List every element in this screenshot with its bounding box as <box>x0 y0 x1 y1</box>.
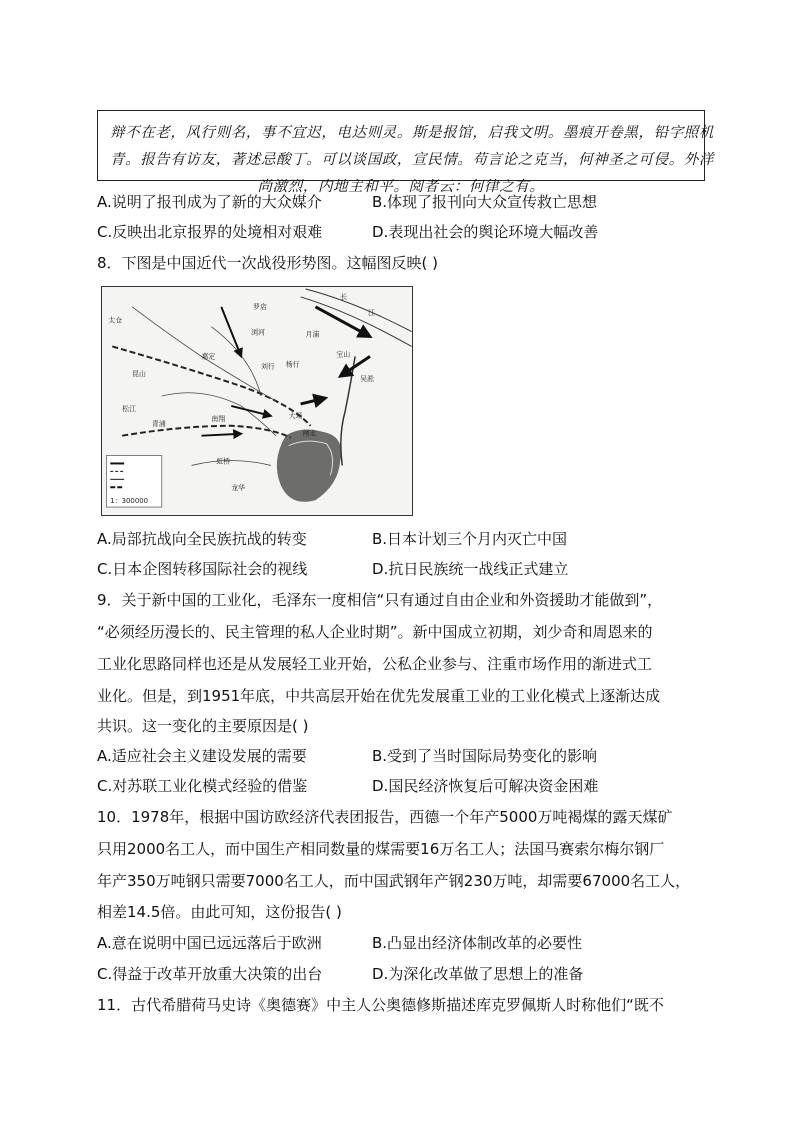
map-label: 龙华 <box>231 484 246 493</box>
quote-box <box>97 110 714 195</box>
q9-option-d[interactable]: D.国民经济恢复后可解决资金困难 <box>372 777 599 795</box>
q9-stem-line: 共识。这一变化的主要原因是( ) <box>97 717 309 735</box>
battle-map <box>101 286 413 516</box>
q9-stem-line: 业化。但是，到1951年底，中共高层开始在优先发展重工业的工业化模式上逐渐达成 <box>97 687 661 705</box>
road <box>192 460 271 465</box>
map-label: 虹桥 <box>216 457 231 466</box>
map-label: 浏河 <box>251 328 265 337</box>
q10-option-d[interactable]: D.为深化改革做了思想上的准备 <box>372 965 584 983</box>
q7-option-b[interactable]: B.体现了报刊向大众宣传救亡思想 <box>372 193 598 211</box>
map-label: 江 <box>368 308 375 317</box>
q10-option-b[interactable]: B.凸显出经济体制改革的必要性 <box>372 934 583 952</box>
map-label: 昆山 <box>132 370 146 379</box>
q11-stem-line: 11．古代希腊荷马史诗《奥德赛》中主人公奥德修斯描述库克罗佩斯人时称他们“既不 <box>97 996 664 1014</box>
q10-option-c[interactable]: C.得益于改革开放重大决策的出台 <box>97 965 323 983</box>
battle-map-svg <box>102 287 412 515</box>
map-label: 青浦 <box>151 419 166 428</box>
attack-arrow <box>231 406 271 416</box>
map-label: 月浦 <box>305 330 320 339</box>
attack-arrow <box>315 307 370 337</box>
q10-option-a[interactable]: A.意在说明中国已远远落后于欧洲 <box>97 934 322 952</box>
q9-option-b[interactable]: B.受到了当时国际局势变化的影响 <box>372 747 598 765</box>
quote-line: 青。报告有访友，著述忌酸丁。可以谈国政，宣民情。苟言论之克当，何神圣之可侵。外洋 <box>110 152 714 168</box>
road <box>211 327 261 396</box>
map-label: 松江 <box>122 404 137 413</box>
map-label: 太仓 <box>108 316 123 325</box>
q8-option-b[interactable]: B.日本计划三个月内灭亡中国 <box>372 530 568 548</box>
map-label: 嘉定 <box>201 352 216 361</box>
map-label: 闸北 <box>302 429 317 438</box>
q9-stem-line: 工业化思路同样也还是从发展轻工业开始，公私企业参与、注重市场作用的渐进式工 <box>97 655 653 673</box>
q10-stem-line: 10．1978年，根据中国访欧经济代表团报告，西德一个年产5000万吨褐煤的露天煤矿 <box>97 808 673 826</box>
q8-option-c[interactable]: C.日本企图转移国际社会的视线 <box>97 560 308 578</box>
q10-stem-line: 年产350万吨钢只需要7000名工人，而中国武钢年产钢230万吨，却需要67000名工人， <box>97 872 691 890</box>
quote-line: 辩不在老，风行则名，事不宜迟，电达则灵。斯是报馆，启我文明。墨痕开卷黑，铅字照机 <box>110 125 714 141</box>
quote-line: 尚激烈，内地主和平。阅者云：何律之有。 <box>257 179 545 195</box>
river-bank <box>301 297 412 347</box>
attack-arrow <box>301 398 326 404</box>
q10-stem-line: 只用2000名工人，而中国生产相同数量的煤需要16万名工人；法国马赛索尔梅尔钢厂 <box>97 840 665 858</box>
q7-option-c[interactable]: C.反映出北京报界的处境相对艰难 <box>97 223 323 241</box>
q8-option-a[interactable]: A.局部抗战向全民族抗战的转变 <box>97 530 307 548</box>
map-label: 罗店 <box>253 302 267 311</box>
map-scale: 1：300000 <box>110 497 149 506</box>
q9-option-c[interactable]: C.对苏联工业化模式经验的借鉴 <box>97 777 308 795</box>
attack-arrow <box>221 307 241 357</box>
q8-option-d[interactable]: D.抗日民族统一战线正式建立 <box>372 560 569 578</box>
attack-arrow <box>201 434 241 436</box>
city-area <box>277 430 341 502</box>
map-label: 吴淞 <box>360 375 374 384</box>
q9-option-a[interactable]: A.适应社会主义建设发展的需要 <box>97 747 307 765</box>
map-label: 大场 <box>288 411 303 420</box>
q10-stem-line: 相差14.5倍。由此可知，这份报告( ) <box>97 903 342 921</box>
map-label: 刘行 <box>260 362 275 371</box>
q9-stem-line: “必须经历漫长的、民主管理的私人企业时期”。新中国成立初期，刘少奇和周恩来的 <box>97 623 653 641</box>
map-label: 南翔 <box>211 414 226 423</box>
q8-stem: 8．下图是中国近代一次战役形势图。这幅图反映( ) <box>97 254 439 272</box>
q9-stem-line: 9．关于新中国的工业化，毛泽东一度相信“只有通过自由企业和外资援助才能做到”， <box>97 591 663 609</box>
map-label: 长 <box>340 292 348 301</box>
q7-option-a[interactable]: A.说明了报刊成为了新的大众媒介 <box>97 193 322 211</box>
map-label: 杨行 <box>285 360 300 369</box>
q7-option-d[interactable]: D.表现出社会的舆论环境大幅改善 <box>372 223 599 241</box>
map-label: 宝山 <box>336 350 351 359</box>
